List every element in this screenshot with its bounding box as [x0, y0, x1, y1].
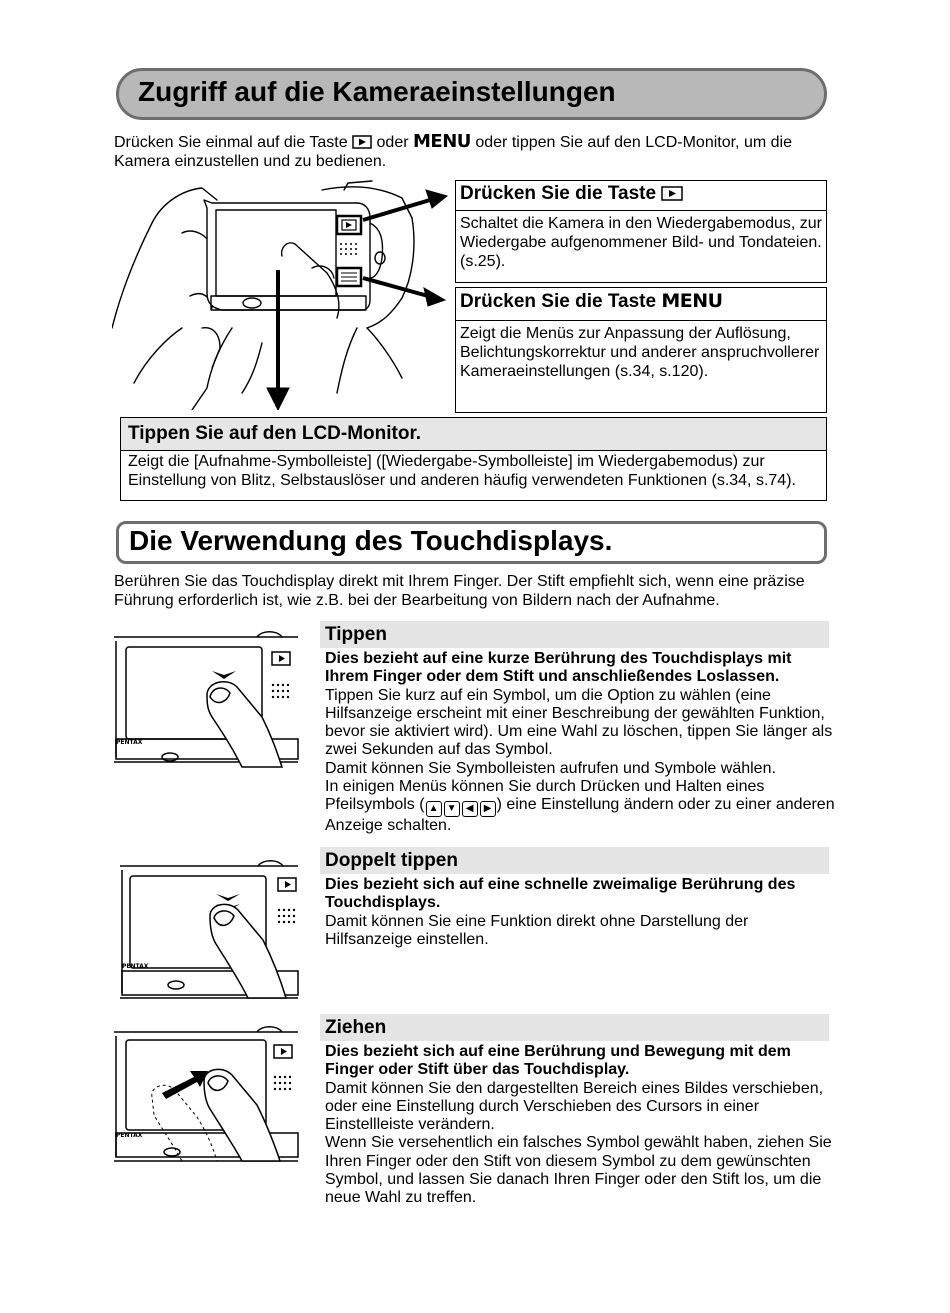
- play-button-icon: [352, 135, 372, 149]
- svg-text:PENTAX: PENTAX: [116, 739, 143, 746]
- section-title-camera-settings: Zugriff auf die Kameraeinstellungen: [116, 68, 827, 120]
- callout-play-heading: Drücken Sie die Taste: [456, 181, 826, 211]
- op-body-tap: Dies bezieht auf eine kurze Berührung des Touchdisplays mit Ihrem Finger oder dem Stift und anschließendes Loslassen. Tippen Sie kurz auf ein Symbol, um die Option zu wählen (eine Hilfsanzeige erscheint mit einer Beschreibung der gewählten Funktion, bevor sie aktiviert wird). Um eine Wahl zu löschen, tippen Sie länger als zwei Sekunden auf das Symbol. Damit können Sie Symbolleisten aufrufen und Symbole wählen. In einigen Menüs können Sie durch Drücken und Halten eines Pfeilsymbols ( ▲ ▼ ◀ ▶ ) eine Einstellung ändern oder zu einer anderen Anzeige schalten.: [325, 650, 835, 835]
- op-heading-double-tap: Doppelt tippen: [320, 847, 829, 874]
- tap-illustration: [112, 627, 304, 775]
- op-body-double-tap: Dies bezieht sich auf eine schnelle zweimalige Berührung des Touchdisplays. Damit können Sie eine Funktion direkt ohne Darstellung der Hilfsanzeige einstellen.: [325, 876, 796, 948]
- section-title-touchdisplay: Die Verwendung des Touchdisplays.: [116, 521, 827, 564]
- callout-play-button: Drücken Sie die Taste Schaltet die Kamera in den Wiedergabemodus, zur Wiedergabe aufgenommener Bild- und Tondateien. (s.25).: [455, 180, 827, 283]
- arrow-up-icon: ▲: [426, 801, 442, 817]
- op-body-drag: Dies bezieht sich auf eine Berührung und Bewegung mit dem Finger oder Stift über das Touchdisplay. Damit können Sie den dargestellten Bereich eines Bildes verschieben, oder eine Einstellung durch Verschieben des Cursors in einer Einstellleiste verändern. Wenn Sie versehentlich ein falsches Symbol gewählt haben, ziehen Sie Ihren Finger oder den Stift von diesem Symbol zu dem gewünschten Symbol, und lassen Sie danach Ihren Finger oder den Stift los, um die neue Wahl zu treffen.: [325, 1043, 832, 1207]
- callout-lcd-monitor: Tippen Sie auf den LCD-Monitor. Zeigt die [Aufnahme-Symbolleiste] ([Wiedergabe-Symbolleiste] im Wiedergabemodus) zur Einstellung von Blitz, Selbstauslöser und anderen häufig verwendeten Funktionen (s.34, s.74).: [120, 417, 827, 501]
- callout-menu-button: Drücken Sie die Taste MENU Zeigt die Menüs zur Anpassung der Auflösung, Belichtungskorrektur und anderer anspruchvollerer Kameraeinstellungen (s.34, s.120).: [455, 287, 827, 413]
- arrow-right-icon: ▶: [480, 801, 496, 817]
- play-button-icon: [661, 186, 683, 201]
- svg-text:PENTAX: PENTAX: [116, 1132, 143, 1139]
- arrow-down-icon: ▼: [444, 801, 460, 817]
- op-heading-tap: Tippen: [320, 621, 829, 648]
- arrow-symbols-line: In einigen Menüs können Sie durch Drücken und Halten eines Pfeilsymbols ( ▲ ▼ ◀ ▶ ) eine Einstellung ändern oder zu einer anderen Anzeige schalten.: [325, 778, 835, 835]
- op-heading-drag: Ziehen: [320, 1014, 829, 1041]
- drag-illustration: [112, 1025, 304, 1169]
- callout-menu-heading: Drücken Sie die Taste MENU: [456, 288, 826, 321]
- section2-intro: Berühren Sie das Touchdisplay direkt mit Ihrem Finger. Der Stift empfiehlt sich, wenn eine präzise Führung erforderlich ist, wie z.B. bei der Bearbeitung von Bildern nach der Aufnahme.: [114, 573, 805, 609]
- svg-text:PENTAX: PENTAX: [122, 963, 149, 970]
- camera-hands-illustration: [112, 178, 457, 410]
- arrow-left-icon: ◀: [462, 801, 478, 817]
- section1-intro: Drücken Sie einmal auf die Taste oder MENU oder tippen Sie auf den LCD-Monitor, um die Kamera einzustellen und zu bedienen.: [114, 131, 792, 170]
- double-tap-illustration: [118, 858, 304, 1004]
